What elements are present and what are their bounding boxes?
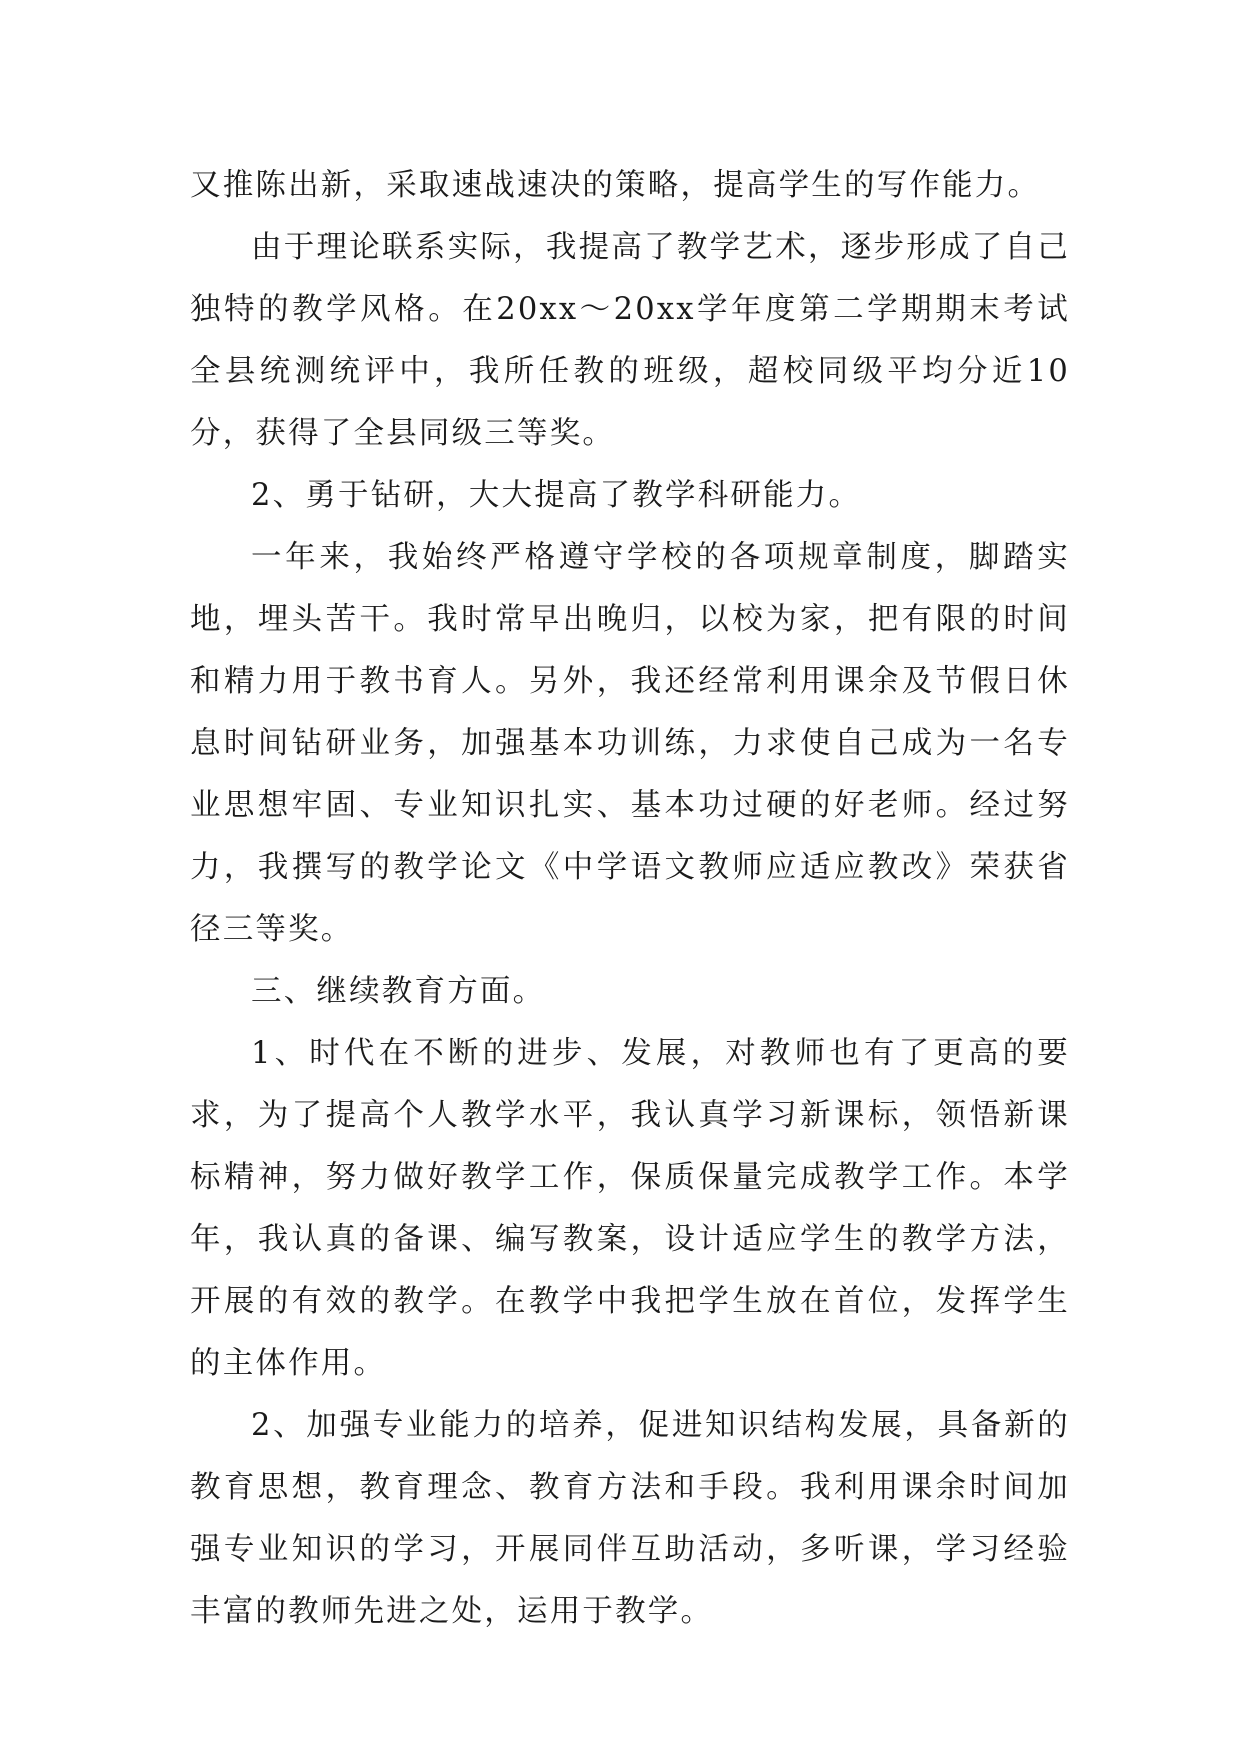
paragraph-new-curriculum: 1、时代在不断的进步、发展，对教师也有了更高的要求，为了提高个人教学水平，我认真学习新课标，领悟新课标精神，努力做好教学工作，保质保量完成教学工作。本学年，我认真的备课、编写教案，设计适应学生的教学方法，开展的有效的教学。在教学中我把学生放在首位，发挥学生的主体作用。 [190,1036,1070,1381]
paragraph-professional-ability: 2、加强专业能力的培养，促进知识结构发展，具备新的教育思想，教育理念、教育方法和手段。我利用课余时间加强专业知识的学习，开展同伴互助活动，多听课，学习经验丰富的教师先进之处，运用于教学。 [190,1408,1070,1629]
heading-continuing-education: 三、继续教育方面。 [251,974,546,1009]
document-body [190,155,1070,1643]
paragraph-teaching-style: 由于理论联系实际，我提高了教学艺术，逐步形成了自己独特的教学风格。在20xx～20xx学年度第二学期期末考试全县统测统评中，我所任教的班级，超校同级平均分近10分，获得了全县同级三等奖。 [190,230,1070,451]
paragraph-dedication: 一年来，我始终严格遵守学校的各项规章制度，脚踏实地，埋头苦干。我时常早出晚归，以校为家，把有限的时间和精力用于教书育人。另外，我还经常利用课余及节假日休息时间钻研业务，加强基本功训练，力求使自己成为一名专业思想牢固、专业知识扎实、基本功过硬的好老师。经过努力，我撰写的教学论文《中学语文教师应适应教改》荣获省径三等奖。 [190,540,1070,947]
heading-research-ability: 2、勇于钻研，大大提高了教学科研能力。 [251,478,862,513]
paragraph-continuation: 又推陈出新，采取速战速决的策略，提高学生的写作能力。 [190,168,1041,203]
